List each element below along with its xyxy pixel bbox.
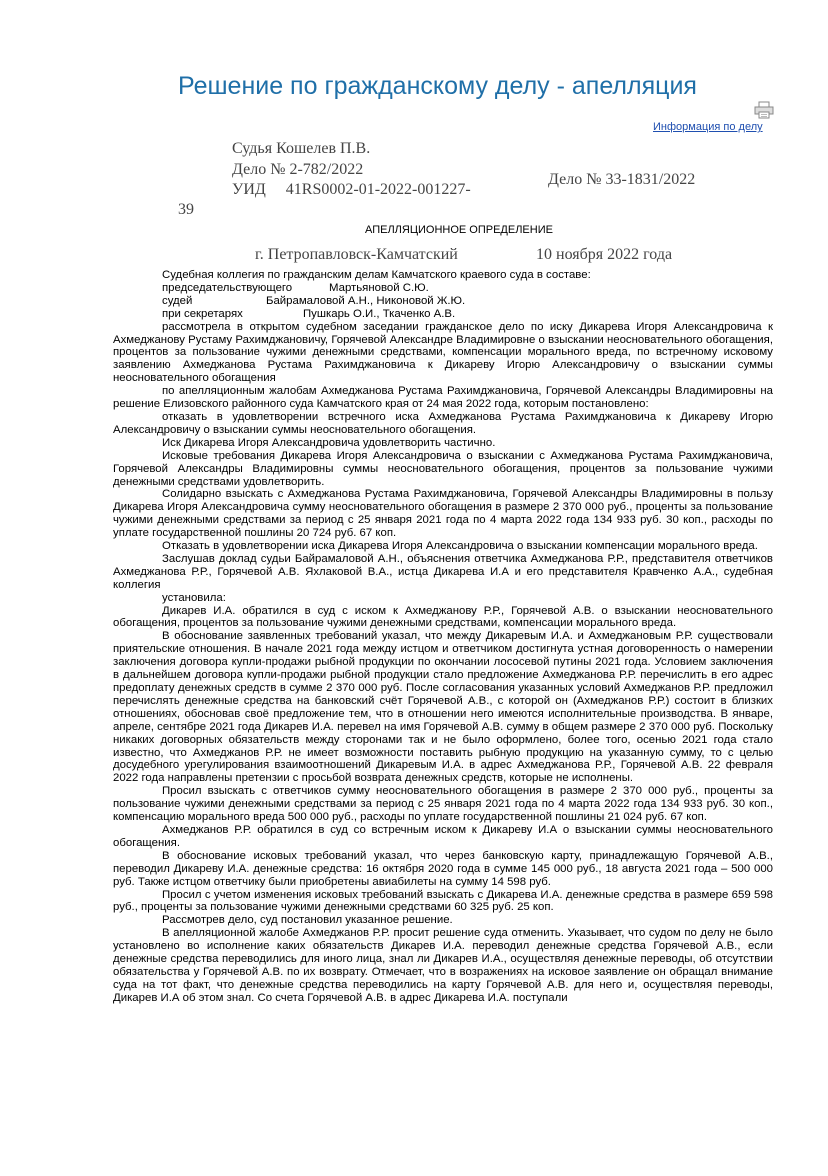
composition-judges [113,295,773,308]
composition-chair [113,282,773,295]
composition-secretaries [113,308,773,321]
document-body [113,269,773,1005]
chair-value: Мартьяновой С.Ю. [329,281,429,294]
chair-label: председательствующего [162,281,293,294]
uid-tail: 39 [178,201,194,218]
paragraph: Просил взыскать с ответчиков сумму неосновательного обогащения в размере 2 370 000 руб., проценты за пользование чужими денежными средствами за период с 25 января 2021 года по 4 марта 2022 года 134 933 руб. 30 коп., компенсацию морального вреда 500 000 руб., расходы по уплате государственной пошлины 21 024 руб. 67 коп. [113,785,773,824]
printer-icon[interactable] [754,101,774,119]
paragraph: В обоснование заявленных требований указал, что между Дикаревым И.А. и Ахмеджановым Р.Р. существовали приятельские отношения. В начале 2021 года между истцом и ответчиком достигнута устная договоренность о намерении заключения договора купли-продажи рыбной продукции по окончании лососевой путины 2021 года. Условием заключения в дальнейшем договора купли-продажи рыбной продукции стало предложение Ахмеджанова Р.Р. перечислить в его адрес предоплату денежных средств в сумме 2 370 000 руб. После согласования указанных условий Ахмеджанов Р.Р. предложил перечислять денежные средства на банковский счёт Горячевой А.В., с которой он (Ахмеджанов Р.Р.) состоит в близких отношениях, обосновав своё предложение тем, что в отношении него имеются исполнительные производства. В январе, апреле, сентябре 2021 года Дикарев И.А. перевел на имя Горячевой А.В. сумму в общем размере 2 370 000 руб. Поскольку никаких договорных обязательств между сторонами так и не было оформлено, более того, осенью 2021 года стало известно, что Ахмеджанов Р.Р. не имеет возможности поставить рыбную продукцию на указанную сумму, то с целью досудебного урегулирования взаимоотношений Дикаревым И.А. в адрес Ахмеджанова Р.Р., Горячевой А.В. 22 февраля 2022 года направлены претензии с просьбой возврата денежных средств, которые не исполнены. [113,630,773,785]
paragraph: по апелляционным жалобам Ахмеджанова Рустама Рахимджановича, Горячевой Александры Владимировны на решение Елизовского районного суда Камчатского края от 24 мая 2022 года, которым постановлено: [113,385,773,411]
paragraph: отказать в удовлетворении встречного иска Ахмеджанова Рустама Рахимджановича к Дикареву Игорю Александровичу о взыскании суммы неосновательного обогащения. [113,410,773,436]
secretaries-label: при секретарях [162,307,243,320]
paragraph: Ахмеджанов Р.Р. обратился в суд со встречным иском к Дикареву И.А о взыскании суммы неосновательного обогащения. [113,823,773,849]
paragraph: Рассмотрев дело, суд постановил указанное решение. [162,914,453,927]
page-title: Решение по гражданскому делу - апелляция [178,72,697,100]
paragraph: Заслушав доклад судьи Байрамаловой А.Н., объяснения ответчика Ахмеджанова Р.Р., представителя ответчиков Ахмеджанова Р.Р., Горячевой А.В. Яхлаковой В.А., истца Дикарева И.А и его представителя Кравченко А.А., судебная коллегия [113,552,773,591]
judges-label: судей [162,294,193,307]
paragraph: Просил с учетом изменения исковых требований взыскать с Дикарева И.А. денежные средства в размере 659 598 руб., проценты за пользование чужими денежными средствами 60 325 руб. 25 коп. [113,888,773,914]
paragraph: В обоснование исковых требований указал, что через банковскую карту, принадлежащую Горячевой А.В., переводил Дикареву И.А. денежные средства: 16 октября 2020 года в сумме 145 000 руб., 18 августа 2021 года – 500 000 руб. Также истцом ответчику были приобретены авиабилеты на сумму 14 598 руб. [113,849,773,888]
paragraph: Исковые требования Дикарева Игоря Александровича о взыскании с Ахмеджанова Рустама Рахимджановича, Горячевой Александры Владимировны суммы неосновательного обогащения, процентов за пользование чужими денежными средствами удовлетворить. [113,449,773,488]
paragraph: Иск Дикарева Игоря Александровича удовлетворить частично. [162,436,496,449]
document-type-heading: АПЕЛЛЯЦИОННОЕ ОПРЕДЕЛЕНИЕ [365,224,553,236]
uid-label: УИД [232,181,266,198]
judges-value: Байрамаловой А.Н., Никоновой Ж.Ю. [266,294,466,307]
decision-date: 10 ноября 2022 года [536,246,673,263]
paragraph: В апелляционной жалобе Ахмеджанов Р.Р. просит решение суда отменить. Указывает, что судом по делу не было установлено во исполнение каких обязательств Дикарев И.А. переводил денежные средства Горячевой А.В., если денежные средства переводились для иного лица, знал ли Дикарев И.А., осуществляя денежные переводы, об отсутствии обязательства у Горячевой А.В. по их возврату. Отмечает, что в возражениях на исковое заявление он обращал внимание суда на тот факт, что денежные средства переводились на карту Горячевой А.В. для него и, осуществляя переводы, Дикарев И.А об этом знал. Со счета Горячевой А.В. в адрес Дикарева И.А. поступали [113,927,773,1004]
uid-line [232,181,471,199]
uid-value: 41RS0002-01-2022-001227- [285,181,471,198]
paragraph: Дикарев И.А. обратился в суд с иском к Ахмеджанову Р.Р., Горячевой А.В. о взыскании неосновательного обогащения, процентов за пользование чужими денежными средствами, компенсации морального вреда. [113,604,773,630]
composition-intro: Судебная коллегия по гражданским делам Камчатского краевого суда в составе: [162,269,591,281]
paragraph: Отказать в удовлетворении иска Дикарева Игоря Александровича о взыскании компенсации морального вреда. [162,540,758,553]
paragraph: рассмотрела в открытом судебном заседании гражданское дело по иску Дикарева Игоря Александровича к Ахмеджанову Рустаму Рахимджановичу, Горячевой Александре Владимировне о взыскании неосновательного обогащения, процентов за пользование чужими денежными средствами, компенсации морального вреда, по встречному исковому заявлению Ахмеджанова Рустама Рахимджановича к Дикареву Игорю Александровичу о взыскании суммы неосновательного обогащения [113,320,773,385]
judge-name: Судья Кошелев П.В. [232,140,371,157]
secretaries-value: Пушкарь О.И., Ткаченко А.В. [303,307,456,320]
city: г. Петропавловск-Камчатский [255,246,458,263]
case-info-link[interactable]: Информация по делу [653,121,763,133]
first-instance-case-number: Дело № 2-782/2022 [232,161,364,178]
appeal-case-number: Дело № 33-1831/2022 [548,171,696,188]
section-heading: установила: [162,591,226,604]
paragraph: Солидарно взыскать с Ахмеджанова Рустама Рахимджановича, Горячевой Александры Владимировны в пользу Дикарева Игоря Александровича сумму неосновательного обогащения в размере 2 370 000 руб., проценты за пользование чужими денежными средствами за период с 25 января 2021 года по 4 марта 2022 года 134 933 руб. 30 коп., расходы по уплате государственной пошлины 20 724 руб. 67 коп. [113,488,773,540]
